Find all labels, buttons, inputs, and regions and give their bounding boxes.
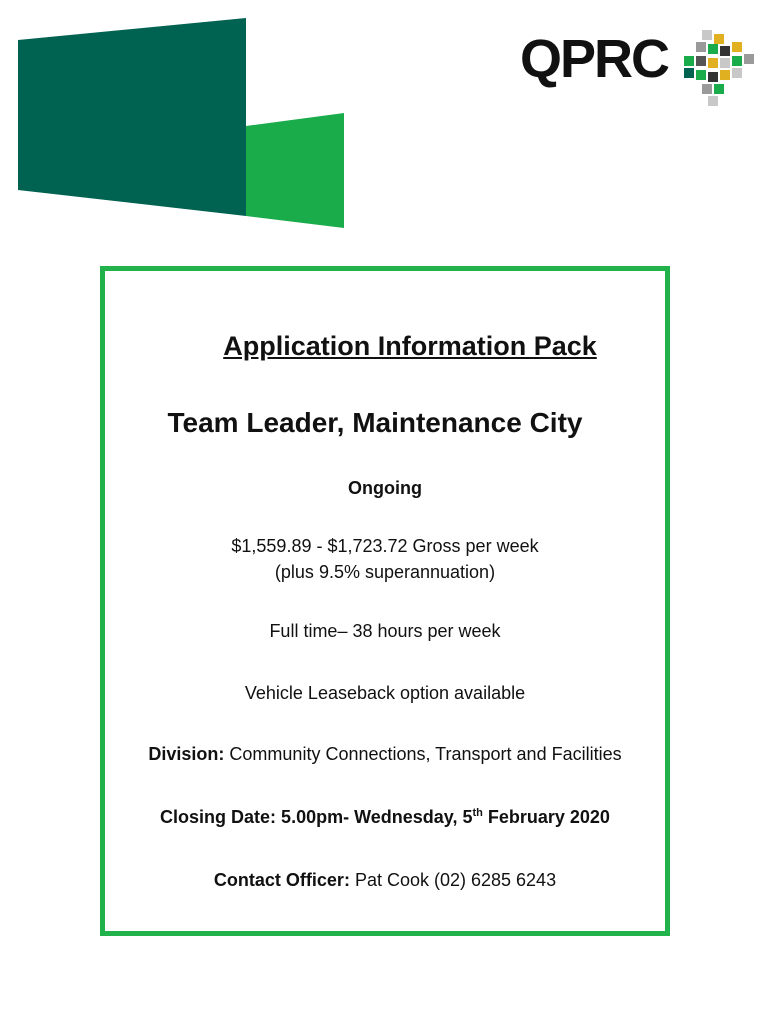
closing-date (105, 807, 665, 828)
contact-label: Contact Officer: (213, 870, 350, 890)
dark-green-panel (18, 18, 246, 216)
salary-range: $1,559.89 - $1,723.72 Gross per week (231, 536, 539, 556)
division-label: Division: (148, 744, 225, 764)
logo-mosaic-icon (680, 28, 760, 108)
closing-superscript: th (472, 807, 483, 819)
contact-value: Pat Cook (02) 6285 6243 (349, 870, 557, 890)
pack-title: Application Information Pack (223, 331, 597, 361)
logo-wordmark: QPRC (520, 29, 669, 89)
division (95, 744, 675, 765)
closing-prefix: Closing Date: 5.00pm- Wednesday, 5 (160, 807, 473, 827)
bright-green-panel (246, 113, 344, 228)
vehicle-leaseback: Vehicle Leaseback option available (244, 683, 526, 703)
closing-suffix: February 2020 (482, 807, 610, 827)
header-banner-graphic (0, 0, 360, 240)
info-box (100, 266, 670, 936)
salary (105, 533, 665, 585)
superannuation-note: (plus 9.5% superannuation) (274, 562, 496, 582)
tenure: Ongoing (348, 478, 422, 498)
qprc-logo (520, 28, 760, 108)
contact-officer (105, 870, 665, 891)
hours: Full time– 38 hours per week (269, 621, 501, 641)
division-value: Community Connections, Transport and Facilities (224, 744, 622, 764)
role-title: Team Leader, Maintenance City (167, 407, 583, 438)
